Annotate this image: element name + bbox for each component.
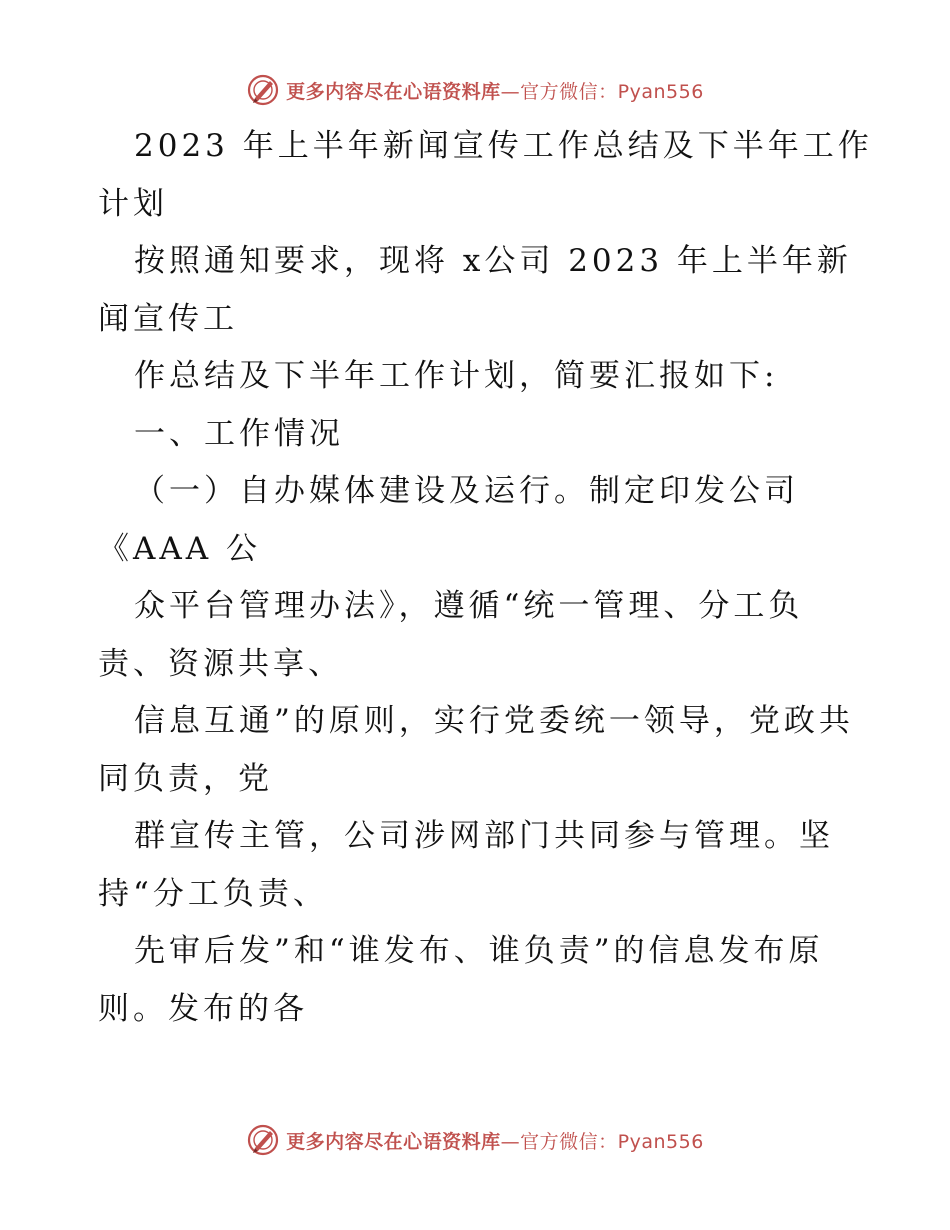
pen-logo-icon	[246, 1123, 280, 1157]
footer-contact-text: 官方微信：Pyan556	[520, 1130, 704, 1153]
paragraph-line: 群宣传主管，公司涉网部门共同参与管理。坚	[134, 818, 834, 854]
paragraph-line: 《AAA 公	[98, 530, 262, 567]
header-contact-text: 官方微信：Pyan556	[520, 80, 704, 103]
paragraph-line: 先审后发”和“谁发布、谁负责”的信息发布原	[134, 933, 824, 969]
paragraph-line: 同负责，党	[98, 760, 273, 797]
paragraph-line: 责、资源共享、	[98, 645, 343, 682]
header-banner-text	[286, 77, 704, 104]
footer-banner-text	[286, 1127, 704, 1154]
subsection-heading: （一）自办媒体建设及运行。制定印发公司	[134, 473, 799, 509]
header-banner	[0, 70, 950, 110]
title-line-1: 2023 年上半年新闻宣传工作总结及下半年工作	[134, 128, 873, 164]
footer-dash: —	[500, 1130, 521, 1153]
document-body	[98, 118, 873, 1038]
header-site-text: 更多内容尽在心语资料库	[286, 80, 501, 103]
header-dash: —	[500, 80, 521, 103]
paragraph-line: 持“分工负责、	[98, 875, 328, 912]
title-line-2: 计划	[98, 185, 168, 222]
section-heading: 一、工作情况	[134, 415, 344, 452]
paragraph-line: 作总结及下半年工作计划，简要汇报如下:	[134, 358, 779, 394]
paragraph-line: 信息互通”的原则，实行党委统一领导，党政共	[134, 703, 854, 739]
footer-site-text: 更多内容尽在心语资料库	[286, 1130, 501, 1153]
pen-logo-icon	[246, 73, 280, 107]
paragraph-line: 按照通知要求，现将 x公司 2023 年上半年新	[134, 243, 852, 279]
footer-banner	[0, 1120, 950, 1160]
paragraph-line: 则。发布的各	[98, 990, 308, 1027]
paragraph-line: 众平台管理办法》，遵循“统一管理、分工负	[134, 588, 804, 624]
paragraph-line: 闻宣传工	[98, 300, 238, 337]
